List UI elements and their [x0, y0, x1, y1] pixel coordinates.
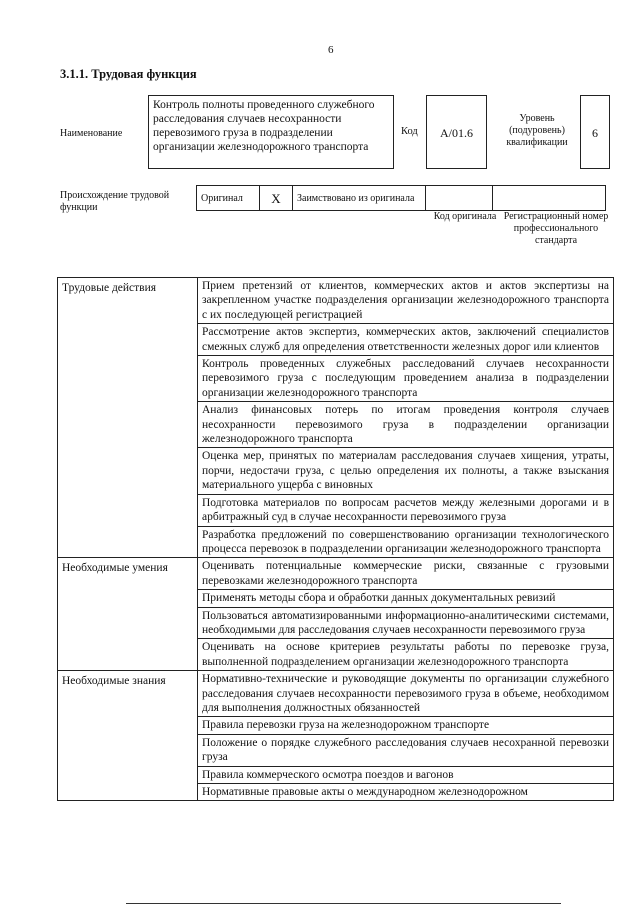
section-title: 3.1.1. Трудовая функция [60, 67, 197, 81]
function-name: Контроль полноты проведенного служебного расследования случаев несохранности перевозимого груза в подразделении организации железнодорожного транспорта [148, 95, 394, 169]
section-item: Оценивать потенциальные коммерческие риски, связанные с грузовыми перевозками железнодорожного транспорта [198, 558, 614, 590]
borrowed-label: Заимствовано из оригинала [293, 186, 426, 211]
code-original-cell [426, 186, 493, 211]
code-original-caption: Код оригинала [433, 211, 497, 222]
section-item: Нормативно-технические и руководящие документы по организации служебного расследования случаев несохранности перевозимого груза в объеме, необходимом для выполнения должностных обязанностей [198, 671, 614, 717]
reg-number-cell [493, 186, 606, 211]
section-item: Подготовка материалов по вопросам расчетов между железными дорогами и в арбитражный суд в случае несохранности перевозимого груза [198, 494, 614, 526]
table-row [58, 278, 614, 324]
section-item: Правила коммерческого осмотра поездов и вагонов [198, 766, 614, 783]
original-label: Оригинал [197, 186, 260, 211]
level-label: Уровень (подуровень) квалификации [506, 113, 568, 148]
section-item: Прием претензий от клиентов, коммерческих актов и актов экспертизы на закрепленном участке подразделения организации железнодорожного транспорта с их последующей регистрацией [198, 278, 614, 324]
page-bottom-rule [126, 903, 561, 904]
section-item: Положение о порядке служебного расследования случаев несохранной перевозки груза [198, 734, 614, 766]
section-item: Применять методы сбора и обработки данных документальных ревизий [198, 590, 614, 607]
table-row [58, 558, 614, 590]
origin-table [196, 185, 606, 211]
page-number: 6 [328, 44, 334, 56]
section-label: Необходимые умения [58, 558, 198, 671]
section-item: Разработка предложений по совершенствованию организации технологического процесса перевозок в подразделении организации железнодорожного транспорта [198, 526, 614, 558]
section-item: Нормативные правовые акты о международном железнодорожном [198, 784, 614, 801]
section-item: Оценивать на основе критериев результаты работы по перевозке груза, выполненной подразделением организации железнодорожного транспорта [198, 639, 614, 671]
original-mark: X [260, 186, 293, 211]
section-item: Пользоваться автоматизированными информационно-аналитическими системами, необходимыми для расследования случаев несохранности перевозимого груза [198, 607, 614, 639]
section-item: Рассмотрение актов экспертиз, коммерческих актов, заключений специалистов смежных служб для определения ответственности железных дорог или клиентов [198, 324, 614, 356]
section-item: Оценка мер, принятых по материалам расследования случаев хищения, утраты, порчи, недостачи груза, с целью определения их полноты, а также взыскания материального ущерба с виновных [198, 448, 614, 494]
name-label: Наименование [60, 128, 123, 139]
functions-table [57, 277, 614, 801]
code-label: Код [401, 126, 418, 137]
code-value: А/01.6 [426, 95, 487, 169]
origin-label: Происхождение трудовой функции [60, 190, 170, 213]
section-item: Анализ финансовых потерь по итогам проведения контроля случаев несохранности перевозимого груза в подразделении организации железнодорожного транспорта [198, 402, 614, 448]
reg-number-caption: Регистрационный номер профессионального стандарта [503, 211, 609, 246]
section-item: Контроль проведенных служебных расследований случаев несохранности перевозимого груза с последующим проведением анализа в подразделении организации железнодорожного транспорта [198, 356, 614, 402]
section-item: Правила перевозки груза на железнодорожном транспорте [198, 717, 614, 734]
level-value: 6 [580, 95, 610, 169]
table-row [58, 671, 614, 717]
section-label: Необходимые знания [58, 671, 198, 801]
section-label: Трудовые действия [58, 278, 198, 558]
